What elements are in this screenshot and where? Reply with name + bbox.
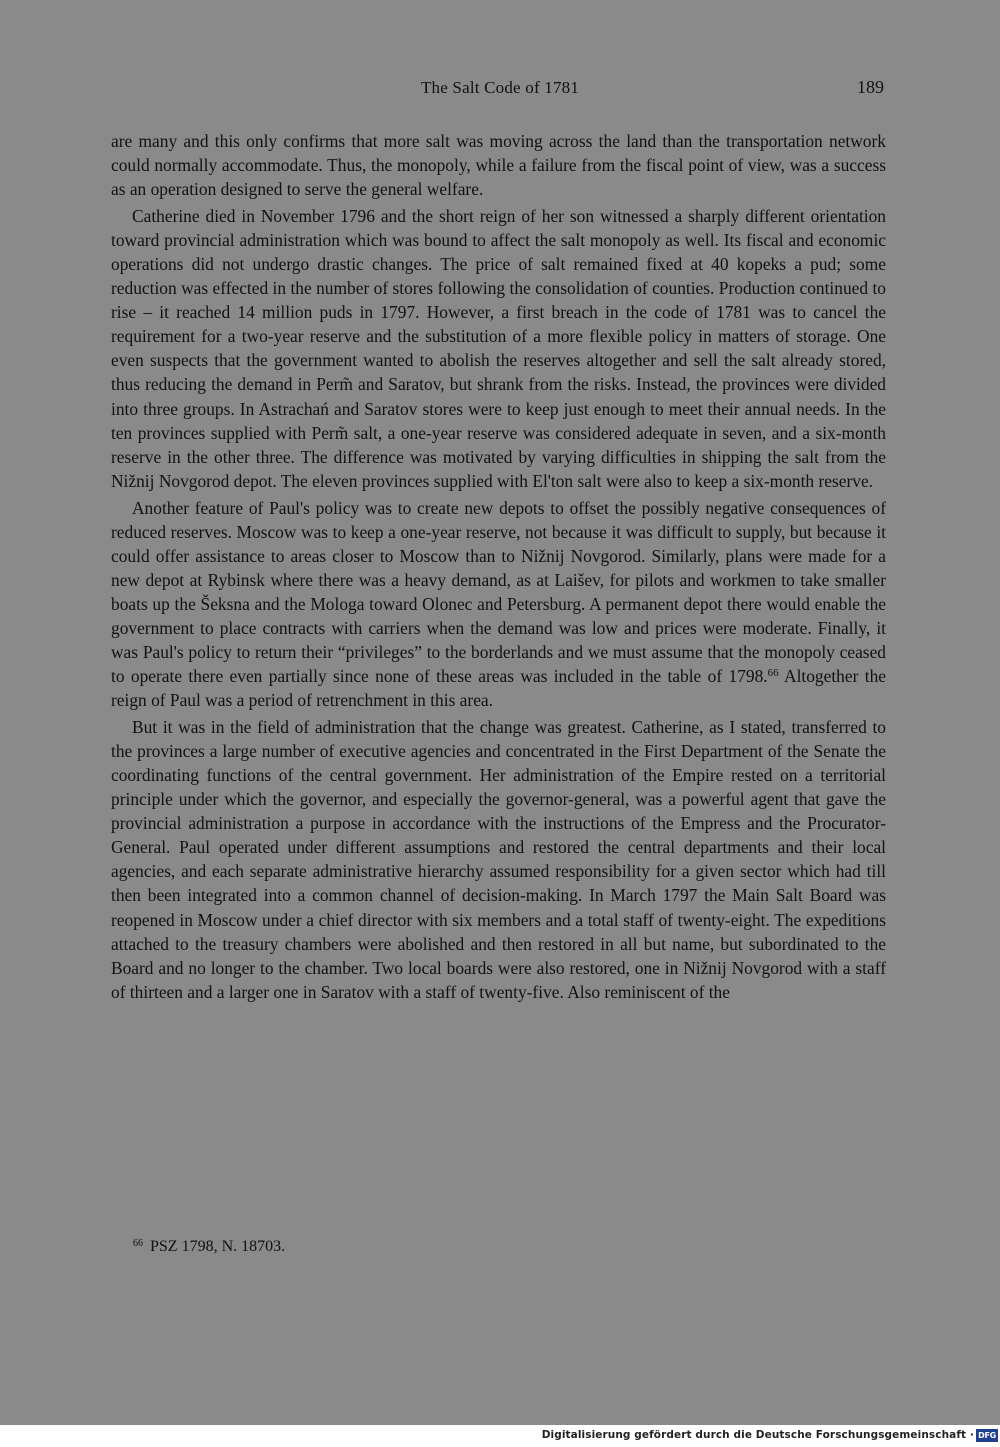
running-title: The Salt Code of 1781 — [420, 78, 580, 97]
paragraph-2: Catherine died in November 1796 and the short reign of her son witnessed a sharply different orientation toward provincial administration which was bound to affect the salt monopoly as well. Its fiscal and economic operations did not undergo drastic changes. The price of salt remained fixed at 40 kopeks a pud; some reduction was effected in the number of stores following the consolidation of counties. Production continued to rise – it reached 14 million puds in 1797. However, a first breach in the code of 1781 was to cancel the requirement for a two-year reserve and the substitution of a more flexible policy in matters of storage. One even suspects that the government wanted to abolish the reserves altogether and sell the salt already stored, thus reducing the demand in Perm̃ and Saratov, but shrank from the risks. Instead, the provinces were divided into three groups. In Astrachań and Saratov stores were to keep just enough to meet their annual needs. In the ten provinces supplied with Perm̃ salt, a one-year reserve was considered adequate in seven, and a six-month reserve in the other three. The difference was motivated by varying difficulties in shipping the salt from the Nižnij Novgorod depot. The eleven provinces supplied with El'ton salt were also to keep a six-month reserve. — [111, 206, 886, 491]
funding-credit: Digitalisierung gefördert durch die Deutsche Forschungsgemeinschaft · — [541, 1429, 974, 1441]
paragraph-3 — [111, 496, 886, 712]
footnote — [133, 1238, 285, 1256]
paragraph-3-text-after-note: Altogether the reign of Paul was a period of retrenchment in this area. — [111, 666, 886, 711]
paragraph-3-text-before-note: Another feature of Paul's policy was to create new depots to offset the possibly negative consequences of reduced reserves. Moscow was to keep a one-year reserve, not because it was difficult to supply, but because it could offer assistance to areas closer to Moscow than to Nižnij Novgorod. Similarly, plans were made for a new depot at Rybinsk where there was a heavy demand, as at Laišev, for pilots and workmen to take smaller boats up the Šeksna and the Mologa toward Olonec and Petersburg. A permanent depot there would enable the government to place contracts with carriers when the demand was low and prices were moderate. Finally, it was Paul's policy to return their “privileges” to the borderlands and we must assume that the monopoly ceased to operate there even partially since none of these areas was included in the table of 1798. — [111, 497, 886, 687]
body-text — [111, 129, 886, 1004]
footnote-number: 66 — [133, 1238, 143, 1249]
paragraph-1: are many and this only confirms that more salt was moving across the land than the transportation network could normally accommodate. Thus, the monopoly, while a failure from the fiscal point of view, was a success as an operation designed to serve the general welfare. — [111, 131, 886, 200]
paragraph-4: But it was in the field of administration that the change was greatest. Catherine, as I stated, transferred to the provinces a large number of executive agencies and concentrated in the First Department of the Senate the coordinating functions of the central government. Her administration of the Empire rested on a territorial principle under which the governor, and especially the governor-general, was a powerful agent that gave the provincial administration a purpose in accordance with the instructions of the Empress and the Procurator-General. Paul operated under different assumptions and restored the central departments and their local agencies, and each separate administrative hierarchy assumed responsibility for a given sector which had till then been integrated into a common channel of decision-making. In March 1797 the Main Salt Board was reopened in Moscow under a chief director with six members and a total staff of twenty-eight. The expeditions attached to the treasury chambers were abolished and then restored in all but name, but subordinated to the Board and no longer to the chamber. Two local boards were also restored, one in Nižnij Novgorod with a staff of thirteen and a larger one in Saratov with a staff of twenty-five. Also reminiscent of the — [111, 717, 886, 1002]
footnote-text: PSZ 1798, N. 18703. — [150, 1238, 286, 1255]
footnote-reference[interactable]: 66 — [767, 667, 779, 680]
digitization-footer — [0, 1425, 1000, 1447]
page-number: 189 — [857, 77, 884, 97]
dfg-logo-icon: DFG — [976, 1429, 998, 1442]
